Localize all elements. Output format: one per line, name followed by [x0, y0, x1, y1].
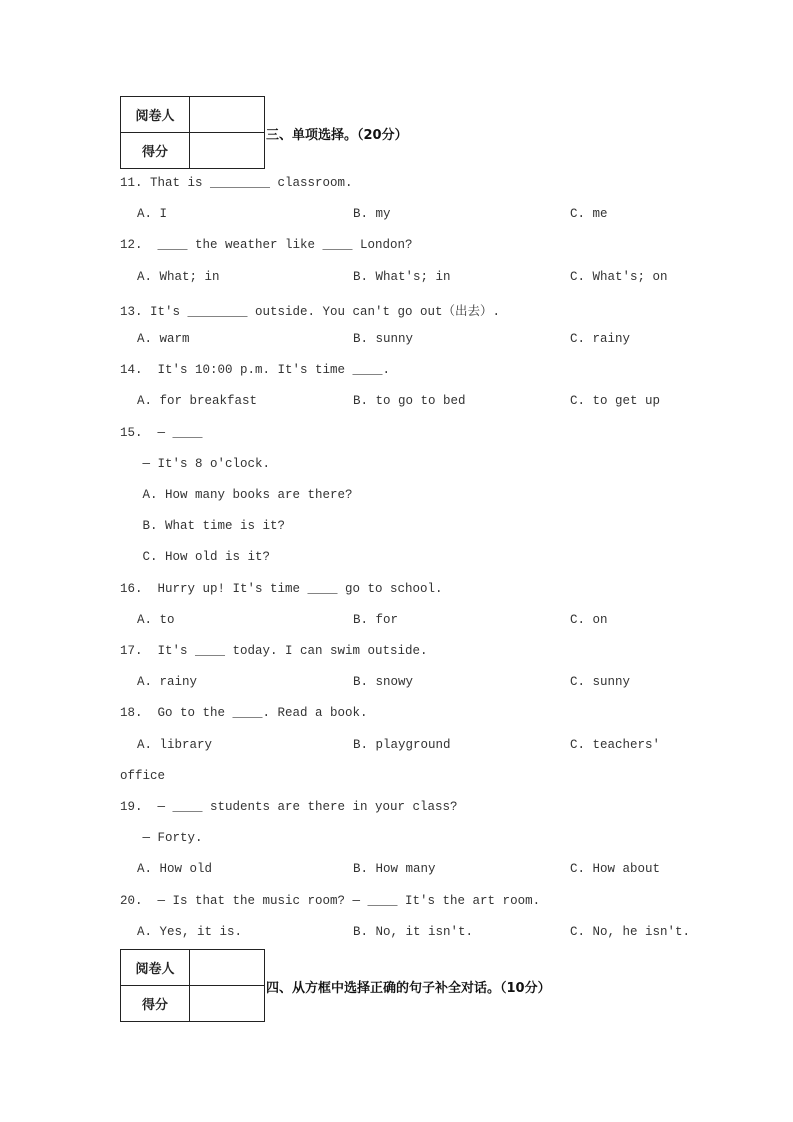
answer-option: A. I — [137, 207, 168, 222]
grader-field[interactable] — [190, 950, 265, 986]
question-text: C. How old is it? — [120, 550, 271, 565]
question-text: office — [120, 768, 166, 783]
answer-option: C. me — [570, 207, 608, 222]
answer-option: B. How many — [353, 862, 436, 877]
answer-option: B. to go to bed — [353, 394, 466, 409]
score-box — [120, 96, 265, 169]
answer-option: C. What's; on — [570, 269, 668, 284]
answer-option: B. snowy — [353, 675, 414, 690]
answer-option: C. to get up — [570, 394, 661, 409]
question-text: 16. Hurry up! It's time ____ go to school. — [120, 581, 443, 596]
answer-option: C. sunny — [570, 675, 631, 690]
score-box — [120, 949, 265, 1022]
answer-option: B. sunny — [353, 332, 414, 346]
answer-option: A. What; in — [137, 269, 220, 284]
answer-option: C. on — [570, 612, 608, 627]
question-text: 20. — Is that the music room? — ____ It's the art room. — [120, 893, 541, 908]
answer-option: A. warm — [137, 332, 190, 346]
grader-label: 阅卷人 — [121, 950, 190, 986]
question-text: B. What time is it? — [120, 519, 286, 534]
answer-option: B. for — [353, 612, 399, 627]
answer-option: C. teachers' — [570, 737, 661, 752]
answer-option: C. No, he isn't. — [570, 924, 691, 939]
question-text: 11. That is ________ classroom. — [120, 176, 353, 190]
answer-option: C. How about — [570, 862, 661, 877]
answer-option: A. How old — [137, 862, 213, 877]
question-text: — It's 8 o'clock. — [120, 456, 271, 471]
section-heading: 四、从方框中选择正确的句子补全对话。（10分） — [266, 981, 551, 996]
question-text: A. How many books are there? — [120, 488, 353, 502]
question-text: 15. — ____ — [120, 425, 203, 440]
answer-option: A. for breakfast — [137, 394, 258, 409]
score-label: 得分 — [121, 133, 190, 169]
grader-label: 阅卷人 — [121, 97, 190, 133]
score-field[interactable] — [190, 986, 265, 1022]
answer-option: B. No, it isn't. — [353, 924, 474, 939]
score-label: 得分 — [121, 986, 190, 1022]
grader-field[interactable] — [190, 97, 265, 133]
score-field[interactable] — [190, 133, 265, 169]
section-heading: 三、单项选择。（20分） — [266, 128, 408, 143]
answer-option: B. What's; in — [353, 269, 451, 284]
answer-option: A. library — [137, 737, 213, 752]
question-text: 13. It's ________ outside. You can't go out（出去）. — [120, 304, 501, 319]
answer-option: C. rainy — [570, 332, 631, 346]
answer-option: A. to — [137, 612, 175, 627]
question-text: — Forty. — [120, 831, 203, 846]
question-text: 14. It's 10:00 p.m. It's time ____. — [120, 363, 391, 378]
answer-option: A. Yes, it is. — [137, 924, 243, 939]
question-text: 12. ____ the weather like ____ London? — [120, 238, 413, 253]
answer-option: B. playground — [353, 737, 451, 752]
answer-option: B. my — [353, 207, 391, 222]
question-text: 18. Go to the ____. Read a book. — [120, 706, 368, 721]
question-text: 17. It's ____ today. I can swim outside. — [120, 644, 428, 658]
answer-option: A. rainy — [137, 675, 198, 690]
question-text: 19. — ____ students are there in your class? — [120, 800, 458, 814]
